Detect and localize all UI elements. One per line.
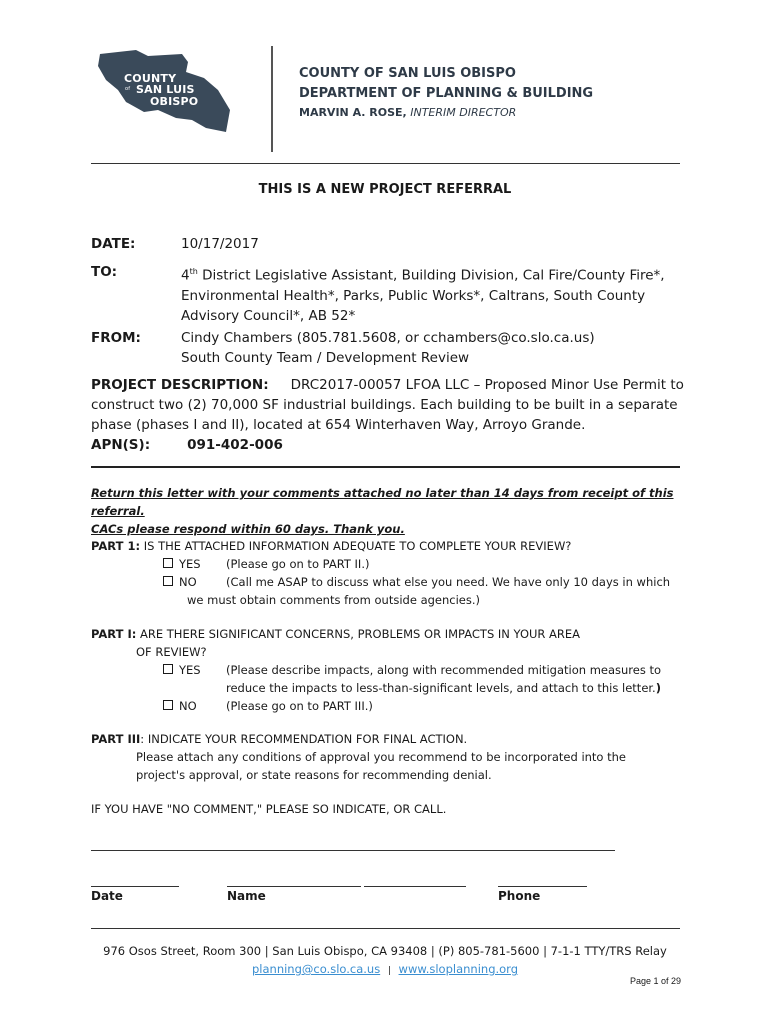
part1-question: IS THE ATTACHED INFORMATION ADEQUATE TO COMPLETE YOUR REVIEW?: [140, 539, 572, 553]
footer-separator: |: [387, 966, 391, 976]
county-logo: [96, 50, 230, 134]
project-line-3: phase (phases I and II), located at 654 Winterhaven Way, Arroyo Grande.: [91, 417, 586, 433]
header-divider: [271, 46, 273, 152]
part1-no-text-1: (Call me ASAP to discuss what else you need. We have only 10 days in which: [226, 575, 671, 589]
part3-question: : INDICATE YOUR RECOMMENDATION FOR FINAL ACTION.: [140, 732, 468, 746]
from-value: [181, 328, 681, 368]
name-signature-line-a[interactable]: [227, 886, 361, 887]
to-value: [181, 262, 681, 326]
part2-yes-text-2: reduce the impacts to less-than-significant levels, and attach to this letter.): [226, 681, 661, 695]
project-label: PROJECT DESCRIPTION:: [91, 377, 269, 393]
date-signature-line[interactable]: [91, 886, 179, 887]
part1-yes-text: (Please go on to PART II.): [226, 557, 370, 571]
part1-no-checkbox[interactable]: NO: [163, 573, 197, 591]
footer-links: [0, 962, 770, 976]
project-line-2: construct two (2) 70,000 SF industrial buildings. Each building to be built in a separate: [91, 397, 678, 413]
footer-rule: [91, 928, 680, 929]
no-comment-note: IF YOU HAVE "NO COMMENT," PLEASE SO INDICATE, OR CALL.: [91, 802, 447, 816]
part3-label: PART III: [91, 732, 141, 746]
part1-label: PART 1:: [91, 539, 141, 553]
footer-email-link[interactable]: planning@co.slo.ca.us: [251, 962, 381, 976]
part2-question-2: OF REVIEW?: [136, 645, 207, 659]
from-label: FROM:: [91, 330, 141, 346]
apn-label: APN(S):: [91, 437, 151, 453]
to-label: TO:: [91, 264, 118, 280]
to-line-1: 4th District Legislative Assistant, Building Division, Cal Fire/County Fire*,: [181, 267, 665, 284]
name-signature-line-b[interactable]: [364, 886, 466, 887]
signature-name-label: Name: [227, 889, 266, 903]
part-3: [91, 730, 711, 784]
section-rule: [91, 466, 680, 468]
to-line-2: Environmental Health*, Parks, Public Works*, Caltrans, South County: [181, 287, 646, 304]
part2-question-1: ARE THERE SIGNIFICANT CONCERNS, PROBLEMS OR IMPACTS IN YOUR AREA: [136, 627, 581, 641]
page-number: Page 1 of 29: [629, 976, 681, 986]
part1-no-text-2: we must obtain comments from outside agencies.): [187, 593, 481, 607]
part2-yes-checkbox[interactable]: YES: [163, 661, 201, 679]
logo-line-san-luis: SAN LUIS: [136, 83, 195, 96]
header-rule: [91, 163, 680, 164]
part2-yes-text-1: (Please describe impacts, along with recommended mitigation measures to: [226, 663, 662, 677]
part3-text-1: Please attach any conditions of approval you recommend to be incorporated into the: [136, 750, 626, 764]
signature-date-label: Date: [91, 889, 123, 903]
from-line-2: South County Team / Development Review: [181, 350, 470, 366]
part-2: [91, 625, 711, 715]
part2-label: PART I:: [91, 627, 137, 641]
part2-no-text: (Please go on to PART III.): [226, 699, 373, 713]
return-line-2: CACs please respond within 60 days. Thank you.: [91, 522, 405, 536]
part2-no-checkbox[interactable]: NO: [163, 697, 197, 715]
logo-line-of: of: [125, 86, 131, 92]
org-name: COUNTY OF SAN LUIS OBISPO: [299, 66, 516, 81]
part3-text-2: project's approval, or state reasons for recommending denial.: [136, 768, 492, 782]
logo-line-obispo: OBISPO: [150, 95, 199, 108]
comment-line[interactable]: [91, 850, 615, 851]
logo-line-county: COUNTY: [124, 72, 177, 85]
director-name: MARVIN A. ROSE,: [299, 106, 407, 119]
dept-name: DEPARTMENT OF PLANNING & BUILDING: [299, 86, 594, 101]
footer-address: 976 Osos Street, Room 300 | San Luis Obispo, CA 93408 | (P) 805-781-5600 | 7-1-1 TTY/TRS Relay: [103, 944, 667, 958]
project-line-1: DRC2017-00057 LFOA LLC – Proposed Minor Use Permit to: [290, 377, 684, 393]
project-description: [91, 375, 691, 455]
from-line-1: Cindy Chambers (805.781.5608, or cchambers@co.slo.ca.us): [181, 330, 595, 346]
page-title: THIS IS A NEW PROJECT REFERRAL: [258, 182, 512, 197]
apn-value: 091-402-006: [187, 437, 283, 453]
footer-website-link[interactable]: www.sloplanning.org: [398, 962, 519, 976]
date-value: 10/17/2017: [181, 236, 259, 252]
phone-signature-line[interactable]: [498, 886, 587, 887]
return-notice: [91, 484, 691, 538]
date-label: DATE:: [91, 236, 136, 252]
signature-phone-label: Phone: [498, 889, 541, 903]
return-line-1: Return this letter with your comments attached no later than 14 days from receipt of this referral.: [91, 486, 674, 518]
to-line-3: Advisory Council*, AB 52*: [181, 307, 356, 324]
part-1: [91, 537, 711, 609]
part1-yes-checkbox[interactable]: YES: [163, 555, 201, 573]
director-line: [299, 106, 516, 119]
director-title: INTERIM DIRECTOR: [410, 106, 517, 119]
